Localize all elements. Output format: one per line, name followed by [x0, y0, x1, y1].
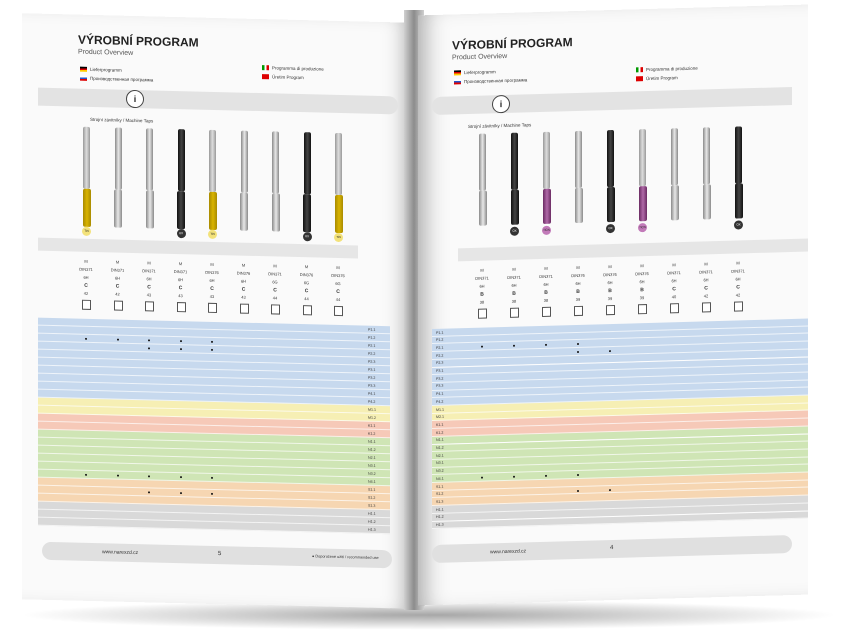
material-label: H1.1 [368, 511, 376, 516]
tap-shape-icon [177, 302, 186, 312]
spec-value: DIN371 [110, 267, 125, 273]
material-label: M1.1 [436, 407, 444, 412]
page-number: 4 [610, 544, 614, 552]
spec-value: 6H [240, 278, 247, 284]
spec-value: B [544, 289, 548, 296]
material-label: P2.1 [436, 345, 444, 350]
tap-thread [703, 184, 711, 219]
tap-tool [304, 132, 311, 194]
spec-value: DIN371 [79, 266, 93, 272]
tap-tool [735, 126, 742, 183]
tap-thread [639, 186, 647, 221]
tap-shape-icon [334, 306, 343, 316]
language-label: Programma di produzione [646, 65, 698, 73]
tap-shape-icon [303, 305, 312, 315]
recommended-dot [148, 339, 150, 341]
spec-value: B [480, 291, 484, 298]
material-label: H1.3 [368, 527, 376, 532]
spec-value: 43 [146, 292, 152, 298]
page-subtitle: Product Overview [452, 52, 508, 62]
recommended-dot [148, 475, 150, 477]
recommended-dot [117, 475, 119, 477]
coating-badge: OX [734, 220, 743, 229]
material-label: P1.2 [368, 335, 376, 340]
spec-value: 39 [575, 296, 581, 303]
tap-shape-icon [114, 300, 123, 310]
material-label: M1.1 [368, 407, 376, 412]
spec-value: DIN371 [173, 268, 188, 275]
recommended-dot [148, 491, 150, 493]
spec-value: C [304, 288, 309, 295]
spec-value: 39 [639, 295, 645, 301]
spec-value: M [480, 267, 484, 273]
spec-value: C [241, 286, 246, 293]
spec-value: DIN371 [268, 271, 282, 277]
material-label: P3.2 [368, 375, 376, 380]
tap-shape-icon [82, 300, 91, 310]
spec-value: 43 [178, 293, 183, 299]
flag-tr-icon [636, 76, 643, 81]
spec-value: 39 [607, 296, 613, 302]
coating-badge: OX [303, 232, 312, 241]
spec-value: M [672, 262, 676, 268]
spec-value: M [84, 258, 88, 264]
spec-value: M [544, 265, 548, 271]
language-label: Üretim Program [272, 74, 304, 81]
recommended-dot [180, 476, 182, 478]
material-label: P3.3 [368, 383, 376, 388]
language-item [454, 77, 527, 84]
spec-value: 6H [146, 276, 152, 282]
material-label: N3.2 [436, 468, 444, 474]
spec-value: M [115, 259, 120, 265]
flag-tr-icon [262, 74, 269, 79]
coating-badge: OX [606, 224, 615, 233]
tap-tool [146, 128, 153, 190]
material-label: P2.3 [436, 361, 444, 366]
coating-badge: TiCN [542, 226, 551, 235]
page-title: VÝROBNÍ PROGRAM [78, 32, 199, 50]
spec-value: C [210, 285, 214, 292]
left-page [22, 13, 410, 608]
material-label: M1.2 [368, 415, 376, 420]
spec-value: 6H [703, 277, 709, 283]
recommended-dot [609, 489, 611, 491]
footer-url[interactable]: www.narexzd.cz [102, 549, 139, 557]
spec-value: 42 [83, 290, 89, 296]
material-label: K1.2 [368, 431, 376, 436]
material-label: N1.2 [436, 445, 444, 450]
tap-tool [639, 129, 646, 186]
material-label: N3.1 [436, 461, 444, 466]
recommended-dot [180, 340, 182, 342]
tap-tool [671, 128, 678, 185]
spec-value: DIN371 [507, 274, 521, 280]
spec-value: M [704, 261, 708, 267]
tap-tool [575, 131, 582, 188]
recommended-dot [211, 477, 213, 479]
coating-badge: OX [177, 229, 186, 238]
flag-it-icon [636, 67, 643, 72]
spec-value: 43 [241, 294, 246, 300]
tap-thread [209, 192, 217, 230]
spec-value: 38 [543, 297, 549, 303]
tap-thread [177, 191, 185, 229]
spec-value: 6H [639, 279, 645, 285]
tap-thread [607, 187, 615, 222]
spec-value: M [273, 263, 277, 269]
language-label: Lieferprogramm [90, 66, 122, 73]
material-label: P2.2 [436, 353, 444, 358]
section-title: Strojní závitníky / Machine Taps [90, 116, 154, 124]
language-item [80, 67, 122, 73]
spec-value: DIN371 [539, 273, 553, 280]
material-label: N1.1 [368, 439, 376, 444]
language-label: Üretim Program [646, 75, 678, 82]
language-label: Lieferprogramm [464, 69, 496, 76]
spec-value: C [704, 285, 708, 292]
flag-de-icon [454, 70, 461, 75]
spec-value: M [147, 260, 151, 266]
language-label: Производственная программа [464, 77, 528, 85]
tap-tool [272, 131, 279, 193]
spec-value: M [736, 260, 740, 266]
spec-value: 40 [671, 294, 677, 300]
spec-value: DIN376 [571, 272, 585, 279]
spec-value: 6H [575, 280, 581, 287]
tap-shape-icon [240, 304, 249, 314]
spec-value: C [178, 285, 183, 292]
info-icon[interactable]: i [492, 95, 510, 114]
tap-shape-icon [606, 305, 615, 315]
material-label: S1.1 [368, 487, 376, 492]
tap-tool [115, 128, 122, 190]
tap-shape-icon [734, 301, 743, 311]
spec-value: 42 [735, 292, 741, 298]
spec-value: DIN371 [699, 269, 713, 275]
material-label: H1.2 [368, 519, 376, 524]
spec-value: 6H [671, 278, 677, 284]
material-label: M2.1 [436, 414, 444, 420]
spec-value: M [640, 263, 644, 269]
tap-tool [241, 131, 248, 193]
page-number: 5 [218, 551, 222, 558]
recommended-dot [85, 338, 87, 340]
coating-badge: TiN [208, 230, 217, 239]
material-label: P4.2 [436, 399, 444, 404]
material-label: N1.2 [368, 447, 376, 452]
material-label: K1.2 [436, 430, 444, 435]
tap-shape-icon [574, 306, 583, 316]
spec-value: B [640, 287, 644, 294]
spec-value: C [736, 284, 740, 291]
recommended-dot [211, 349, 213, 351]
tap-thread [575, 188, 583, 223]
tap-shape-icon [542, 307, 551, 317]
material-label: S1.2 [368, 495, 376, 500]
spec-value: DIN376 [635, 271, 649, 277]
material-label: K1.1 [368, 423, 376, 428]
spec-value: M [512, 266, 516, 272]
tap-shape-icon [145, 301, 154, 311]
material-label: K1.1 [436, 422, 444, 427]
spec-value: DIN371 [731, 268, 745, 274]
recommended-dot [211, 493, 213, 495]
spec-value: DIN376 [331, 272, 345, 279]
spec-value: M [178, 261, 183, 267]
spec-value: M [608, 264, 612, 270]
info-band [38, 88, 398, 115]
material-label: P2.3 [368, 359, 376, 364]
tap-thread [240, 193, 248, 231]
material-label: N2.1 [368, 455, 376, 460]
tap-tool [178, 129, 185, 191]
spec-value: DIN371 [475, 275, 489, 281]
tap-tool [703, 127, 710, 184]
info-icon[interactable]: i [126, 90, 144, 108]
spec-value: 6H [177, 277, 184, 283]
language-item [636, 75, 678, 81]
tap-shape-icon [510, 308, 519, 318]
tap-shape-icon [670, 303, 679, 313]
material-label: N4.1 [368, 479, 376, 484]
spec-value: M [241, 262, 246, 268]
spec-value: 6G [335, 280, 341, 287]
tap-tool [83, 127, 90, 189]
tap-thread [479, 191, 487, 226]
spec-value: 6G [272, 279, 278, 285]
material-label: P2.1 [368, 343, 376, 348]
coating-badge: TiCN [638, 223, 647, 232]
spec-value: 6H [511, 282, 517, 288]
tap-thread [735, 183, 743, 218]
spec-value: 38 [479, 299, 485, 305]
tap-thread [335, 195, 343, 233]
material-label: P4.1 [368, 391, 376, 396]
spec-value: C [273, 287, 277, 294]
tap-thread [543, 189, 551, 224]
recommended-dot [577, 490, 579, 492]
coating-badge: OX [510, 227, 519, 236]
material-label: P2.2 [368, 351, 376, 356]
right-page [418, 5, 808, 606]
tap-thread [511, 190, 519, 225]
tap-tool [607, 130, 614, 187]
spec-value: 44 [272, 295, 278, 301]
spec-value: 6H [607, 280, 613, 286]
material-label: P3.3 [436, 384, 444, 389]
tap-thread [671, 185, 679, 220]
tap-thread [114, 190, 122, 228]
language-label: Programma di produzione [272, 65, 324, 72]
material-label: P1.1 [368, 327, 376, 332]
spec-value: 44 [335, 296, 341, 303]
spec-value: C [336, 288, 340, 296]
spec-value: DIN376 [299, 272, 314, 278]
material-label: N3.1 [368, 463, 376, 468]
flag-de-icon [80, 67, 87, 72]
spec-value: 42 [703, 293, 709, 299]
language-item [80, 76, 153, 83]
spec-value: 6H [735, 276, 741, 282]
coating-badge: TiN [334, 233, 343, 242]
language-item [262, 74, 304, 80]
coating-badge: TiN [82, 227, 91, 236]
spec-value: B [512, 290, 516, 297]
spec-value: B [608, 288, 612, 295]
tap-thread [146, 190, 154, 228]
material-label: S1.1 [436, 484, 444, 489]
spec-value: C [115, 283, 120, 290]
material-label: S1.3 [368, 503, 376, 508]
page-subtitle: Product Overview [78, 48, 134, 57]
tap-shape-icon [271, 304, 280, 314]
flag-ru-icon [80, 76, 87, 81]
spec-value: DIN376 [603, 271, 617, 278]
language-item [636, 66, 698, 73]
section-title: Strojní závitníky / Machine Taps [468, 122, 532, 130]
material-label: P3.1 [368, 367, 376, 372]
spec-value: 42 [115, 291, 120, 297]
spec-value: 44 [304, 296, 309, 302]
spec-value: 6H [114, 275, 121, 281]
product-row [458, 239, 808, 262]
footer-note: ● Doporučené užití / recommended use [312, 554, 379, 560]
spec-value: 6H [209, 277, 215, 283]
spec-value: M [210, 261, 214, 267]
tap-thread [272, 193, 280, 231]
spec-value: M [576, 264, 580, 271]
flag-ru-icon [454, 79, 461, 84]
tap-shape-icon [638, 304, 647, 314]
info-band [432, 87, 792, 115]
spec-value: C [147, 284, 151, 291]
material-label: H1.3 [436, 522, 444, 527]
material-label: N3.2 [368, 471, 376, 476]
material-label: P4.2 [368, 399, 376, 404]
material-label: P4.1 [436, 391, 444, 397]
spec-value: 6H [479, 283, 485, 289]
language-item [262, 65, 324, 72]
spec-value: 6H [83, 274, 89, 280]
tap-shape-icon [208, 303, 217, 313]
tap-tool [209, 130, 216, 192]
material-label: H1.2 [436, 515, 444, 520]
flag-it-icon [262, 65, 269, 70]
recommended-dot [117, 339, 119, 341]
spec-value: M [304, 264, 309, 270]
tap-shape-icon [702, 302, 711, 312]
spec-value: 43 [209, 293, 215, 299]
spec-value: DIN371 [667, 270, 681, 276]
product-row [38, 238, 358, 259]
material-label: N2.1 [436, 453, 444, 458]
tap-tool [543, 132, 550, 189]
spec-value: C [672, 286, 676, 293]
spec-value: C [84, 282, 88, 289]
tap-tool [479, 134, 486, 191]
tap-thread [83, 189, 91, 227]
tap-tool [335, 133, 342, 195]
spec-value: B [576, 288, 580, 296]
spec-value: DIN376 [236, 270, 251, 276]
page-title: VÝROBNÍ PROGRAM [452, 35, 573, 53]
material-label: N1.1 [436, 438, 444, 443]
material-label: S1.3 [436, 499, 444, 504]
material-label: H1.1 [436, 507, 444, 512]
recommended-dot [148, 347, 150, 349]
tap-shape-icon [478, 309, 487, 319]
footer-url[interactable]: www.narexzd.cz [490, 548, 527, 556]
recommended-dot [180, 492, 182, 494]
recommended-dot [85, 474, 87, 476]
language-item [454, 69, 496, 75]
tap-tool [511, 133, 518, 190]
spec-value: 6G [303, 280, 310, 286]
spec-value: 38 [511, 298, 517, 304]
recommended-dot [180, 348, 182, 350]
material-label: N4.1 [436, 476, 444, 481]
spec-value: 6H [543, 281, 549, 287]
material-label: P3.2 [436, 376, 444, 381]
language-label: Производственная программа [90, 75, 154, 83]
spec-value: DIN371 [142, 268, 156, 274]
spec-value: DIN376 [205, 269, 219, 276]
material-label: S1.2 [436, 491, 444, 497]
tap-thread [303, 194, 311, 232]
recommended-dot [211, 341, 213, 343]
spec-value: M [336, 264, 340, 271]
material-label: P1.2 [436, 337, 444, 343]
material-label: P1.1 [436, 330, 444, 335]
material-label: P3.1 [436, 368, 444, 373]
